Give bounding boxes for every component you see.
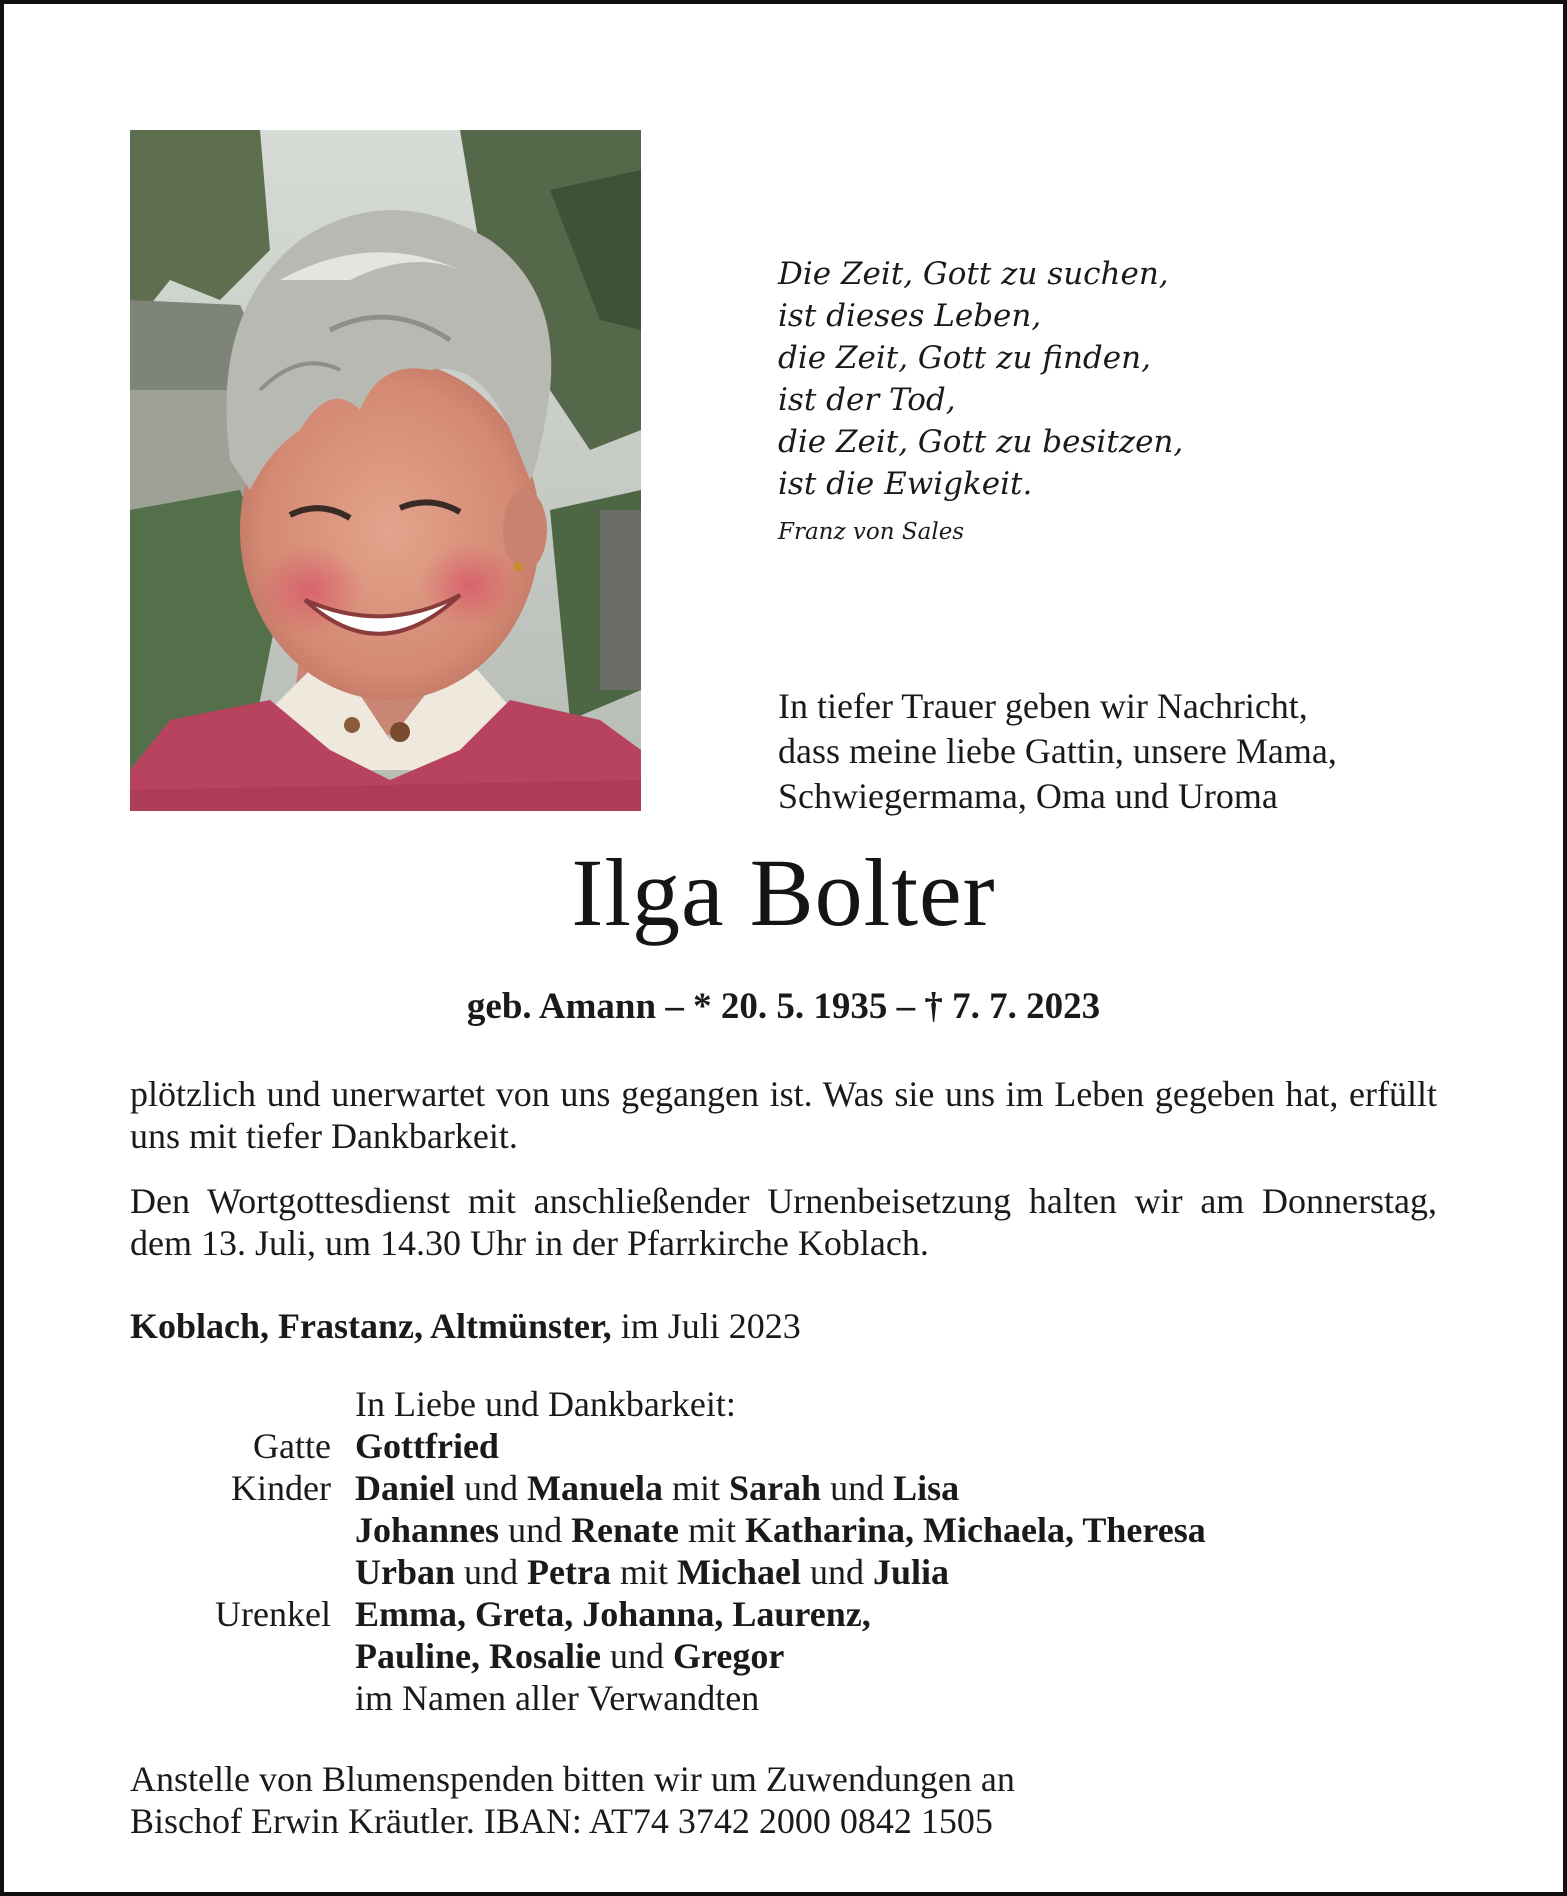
conjunction: mit [619, 1552, 668, 1592]
intro-line: Schwiegermama, Oma und Uroma [778, 776, 1278, 816]
grandchild-name: Michael [676, 1552, 801, 1592]
great-grandchildren-names: Emma, Greta, Johanna, Laurenz, [355, 1594, 871, 1634]
poem-line: Die Zeit, Gott zu suchen, [778, 256, 1169, 292]
partner-name: Manuela [527, 1468, 664, 1508]
place-and-date [130, 1305, 801, 1347]
child-name: Urban [355, 1552, 456, 1592]
family-row [130, 1635, 1450, 1677]
relatives-line: im Namen aller Verwandten [355, 1678, 760, 1718]
spouse-name: Gottfried [355, 1426, 499, 1466]
poem-author: Franz von Sales [778, 519, 965, 545]
portrait-photo [130, 130, 641, 811]
family-intro: In Liebe und Dankbarkeit: [355, 1384, 736, 1424]
poem-line: die Zeit, Gott zu finden, [778, 340, 1151, 376]
paragraph-passing: plötzlich und unerwartet von uns gegangen ist. Was sie uns im Leben gegeben hat, erfüllt uns mit tiefer Dankbarkeit. [130, 1074, 1437, 1156]
intro-line: dass meine liebe Gattin, unsere Mama, [778, 731, 1337, 771]
poem-line: ist der Tod, [778, 382, 956, 418]
grandchild-names: Katharina, Michaela, Theresa [745, 1510, 1206, 1550]
family-row [130, 1677, 1450, 1719]
poem-line: ist die Ewigkeit. [778, 466, 1033, 502]
poem-line: ist dieses Leben, [778, 298, 1042, 334]
donation-note [130, 1758, 1430, 1842]
conjunction: und [464, 1552, 519, 1592]
conjunction: und [830, 1468, 885, 1508]
conjunction: mit [672, 1468, 721, 1508]
conjunction: mit [688, 1510, 737, 1550]
intro-line: In tiefer Trauer geben wir Nachricht, [778, 686, 1308, 726]
spouse-label: Gatte [253, 1426, 331, 1466]
family-list [130, 1383, 1450, 1719]
family-row [130, 1467, 1450, 1509]
birth-death-dates: geb. Amann – * 20. 5. 1935 – † 7. 7. 2023 [466, 986, 1101, 1027]
children-line [355, 1467, 959, 1509]
child-name: Daniel [355, 1468, 456, 1508]
grandchild-name: Sarah [729, 1468, 822, 1508]
poem-line: die Zeit, Gott zu besitzen, [778, 424, 1184, 460]
child-name: Johannes [355, 1510, 500, 1550]
family-row [130, 1593, 1450, 1635]
partner-name: Renate [571, 1510, 680, 1550]
notice-date: im Juli 2023 [620, 1306, 801, 1346]
places: Koblach, Frastanz, Altmünster, [130, 1306, 612, 1346]
children-label: Kinder [231, 1468, 331, 1508]
grandchild-name: Julia [872, 1552, 949, 1592]
great-grandchild-name: Gregor [673, 1636, 785, 1676]
conjunction: und [508, 1510, 563, 1550]
partner-name: Petra [527, 1552, 611, 1592]
conjunction: und [464, 1468, 519, 1508]
children-line [355, 1509, 1206, 1551]
family-row [130, 1383, 1450, 1425]
family-row [130, 1509, 1450, 1551]
poem-quote [778, 253, 1378, 547]
donation-iban-line: Bischof Erwin Kräutler. IBAN: AT74 3742 2000 0842 1505 [130, 1801, 993, 1841]
conjunction: und [809, 1552, 864, 1592]
great-grandchildren-label: Urenkel [215, 1594, 331, 1634]
portrait-photo-icon [130, 130, 641, 811]
family-row [130, 1425, 1450, 1467]
paragraph-service: Den Wortgottesdienst mit anschließender Urnenbeisetzung halten wir am Donnerstag, dem 13. Juli, um 14.30 Uhr in der Pfarrkirche Koblach. [130, 1181, 1437, 1263]
deceased-name: Ilga Bolter [571, 839, 996, 946]
children-line [355, 1551, 949, 1593]
conjunction: und [610, 1636, 665, 1676]
grandchild-name: Lisa [893, 1468, 960, 1508]
announcement-intro [778, 684, 1458, 819]
family-row [130, 1551, 1450, 1593]
donation-line: Anstelle von Blumenspenden bitten wir um Zuwendungen an [130, 1759, 1015, 1799]
great-grandchildren-names: Pauline, Rosalie [355, 1636, 602, 1676]
great-grandchildren-line [355, 1635, 784, 1677]
